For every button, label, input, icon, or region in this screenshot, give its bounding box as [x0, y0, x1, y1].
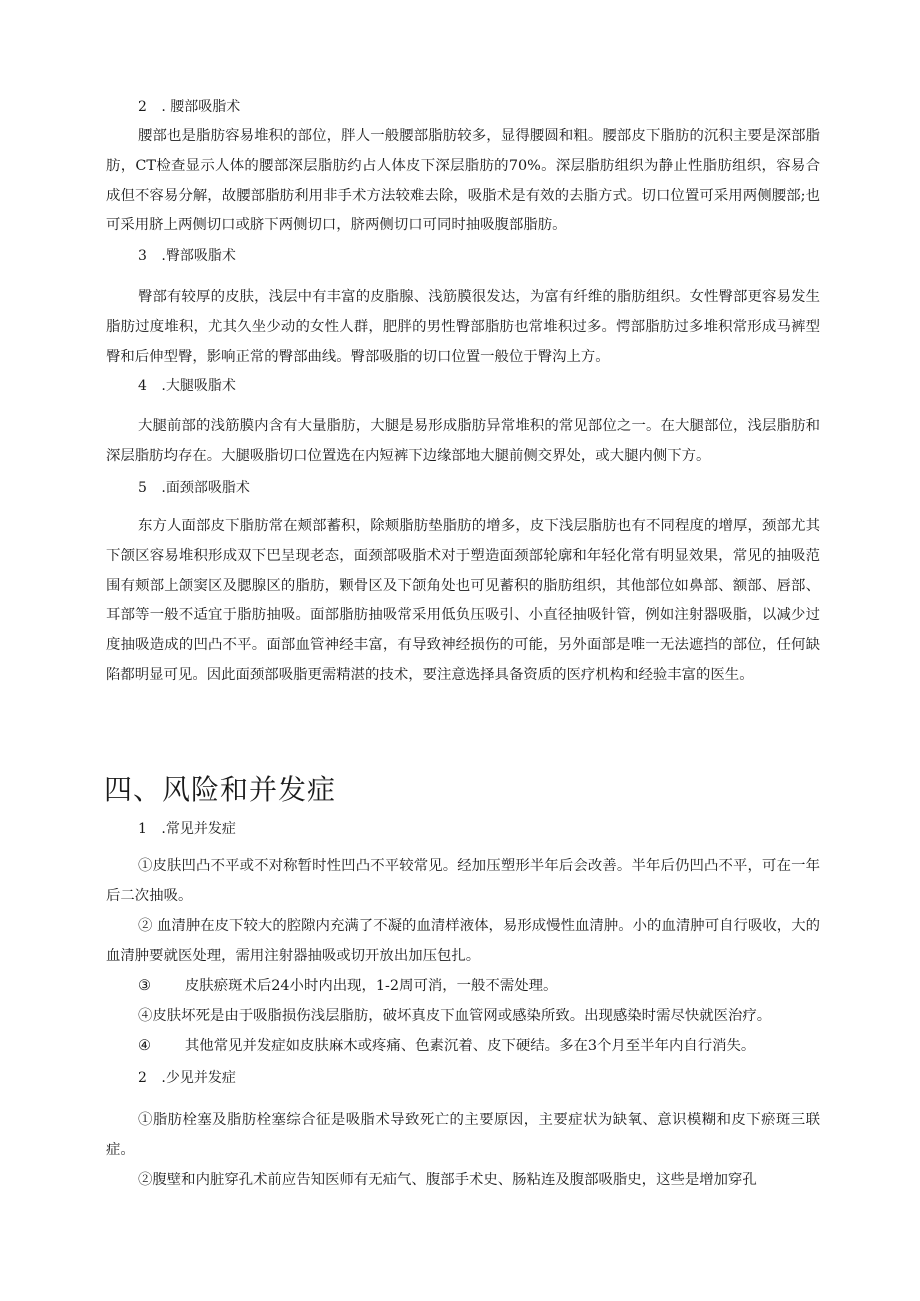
common-item-1: ①皮肤凹凸不平或不对称暂时性凹凸不平较常见。经加压塑形半年后会改善。半年后仍凹凸不平，可在一年后二次抽吸。: [106, 858, 820, 904]
section-lumbar-heading: [138, 97, 240, 117]
section-number: 3: [138, 248, 147, 264]
section-number: 2: [138, 1070, 147, 1086]
section-number: 5: [138, 480, 147, 496]
section-title: .少见并发症: [161, 1070, 236, 1086]
section-face-heading: [138, 478, 250, 498]
section-title: .大腿吸脂术: [161, 378, 236, 394]
section-number: 4: [138, 378, 147, 394]
section-buttock-body: 臀部有较厚的皮肤，浅层中有丰富的皮脂腺、浅筋膜很发达，为富有纤维的脂肪组织。女性臀部更容易发生脂肪过度堆积，尤其久坐少动的女性人群，肥胖的男性臀部脂肪也常堆积过多。愕部脂肪过多堆积常形成马裤型臀和后伸型臀，影响正常的臀部曲线。臀部吸脂的切口位置一般位于臀沟上方。: [106, 289, 820, 365]
item-mark: ④: [138, 1038, 151, 1054]
common-item-3: [106, 972, 820, 1002]
common-item-4: ④皮肤坏死是由于吸脂损伤浅层脂肪，破坏真皮下血管网或感染所致。出现感染时需尽快就医治疗。: [138, 1008, 772, 1024]
section-buttock-heading: [138, 246, 236, 266]
rare-item-2: ②腹壁和内脏穿孔术前应告知医师有无疝气、腹部手术史、肠粘连及腹部吸脂史，这些是增加穿孔: [138, 1172, 757, 1188]
section-title: . 腰部吸脂术: [161, 99, 241, 115]
section-number: 2: [138, 99, 147, 115]
section-lumbar-body: 腰部也是脂肪容易堆积的部位，胖人一般腰部脂肪较多，显得腰圆和粗。腰部皮下脂肪的沉积主要是深部脂肪，CT检查显示人体的腰部深层脂肪约占人体皮下深层脂肪的70%。深层脂肪组织为静止性脂肪组织，容易合成但不容易分解，故腰部脂肪利用非手术方法较难去除，吸脂术是有效的去脂方式。切口位置可采用两侧腰部;也可采用脐上两侧切口或脐下两侧切口，脐两侧切口可同时抽吸腹部脂肪。: [106, 128, 820, 234]
item-mark: ③: [138, 978, 151, 994]
item-text: 其他常见并发症如皮肤麻木或疼痛、色素沉着、皮下硬结。多在3个月至半年内自行消失。: [184, 1038, 756, 1054]
section-number: 1: [138, 821, 147, 837]
section-title: .常见并发症: [161, 821, 236, 837]
rare-complications-heading: [138, 1068, 236, 1088]
chapter-heading: 四、风险和并发症: [104, 773, 337, 806]
section-title: .臀部吸脂术: [161, 248, 236, 264]
section-title: .面颈部吸脂术: [161, 480, 250, 496]
common-complications-heading: [138, 819, 236, 839]
common-item-2: ② 血清肿在皮下较大的腔隙内充满了不凝的血清样液体，易形成慢性血清肿。小的血清肿可自行吸收，大的血清肿要就医处理，需用注射器抽吸或切开放出加压包扎。: [106, 918, 820, 964]
rare-item-1: ①脂肪栓塞及脂肪栓塞综合征是吸脂术导致死亡的主要原因，主要症状为缺氧、意识模糊和皮下瘀斑三联症。: [106, 1112, 820, 1158]
section-thigh-heading: [138, 376, 236, 396]
item-text: 皮肤瘀斑术后24小时内出现，1-2周可消，一般不需处理。: [184, 978, 558, 994]
section-face-body: 东方人面部皮下脂肪常在颊部蓄积，除颊脂肪垫脂肪的增多，皮下浅层脂肪也有不同程度的增厚，颈部尤其下颌区容易堆积形成双下巴呈现老态，面颈部吸脂术对于塑造面颈部轮廓和年轻化常有明显效果，常见的抽吸范围有颊部上颌窦区及腮腺区的脂肪，颗骨区及下颌角处也可见蓄积的脂肪组织，其他部位如鼻部、额部、唇部、耳部等一般不适宜于脂肪抽吸。面部脂肪抽吸常采用低负压吸引、小直径抽吸针管，例如注射器吸脂，以减少过度抽吸造成的凹凸不平。面部血管神经丰富，有导致神经损伤的可能，另外面部是唯一无法遮挡的部位，任何缺陷都明显可见。因此面颈部吸脂更需精湛的技术，要注意选择具备资质的医疗机构和经验丰富的医生。: [106, 518, 820, 683]
common-item-5: [106, 1032, 820, 1062]
section-thigh-body: 大腿前部的浅筋膜内含有大量脂肪，大腿是易形成脂肪异常堆积的常见部位之一。在大腿部位，浅层脂肪和深层脂肪均存在。大腿吸脂切口位置选在内短裤下边缘部地大腿前侧交界处，或大腿内侧下方。: [106, 418, 820, 464]
